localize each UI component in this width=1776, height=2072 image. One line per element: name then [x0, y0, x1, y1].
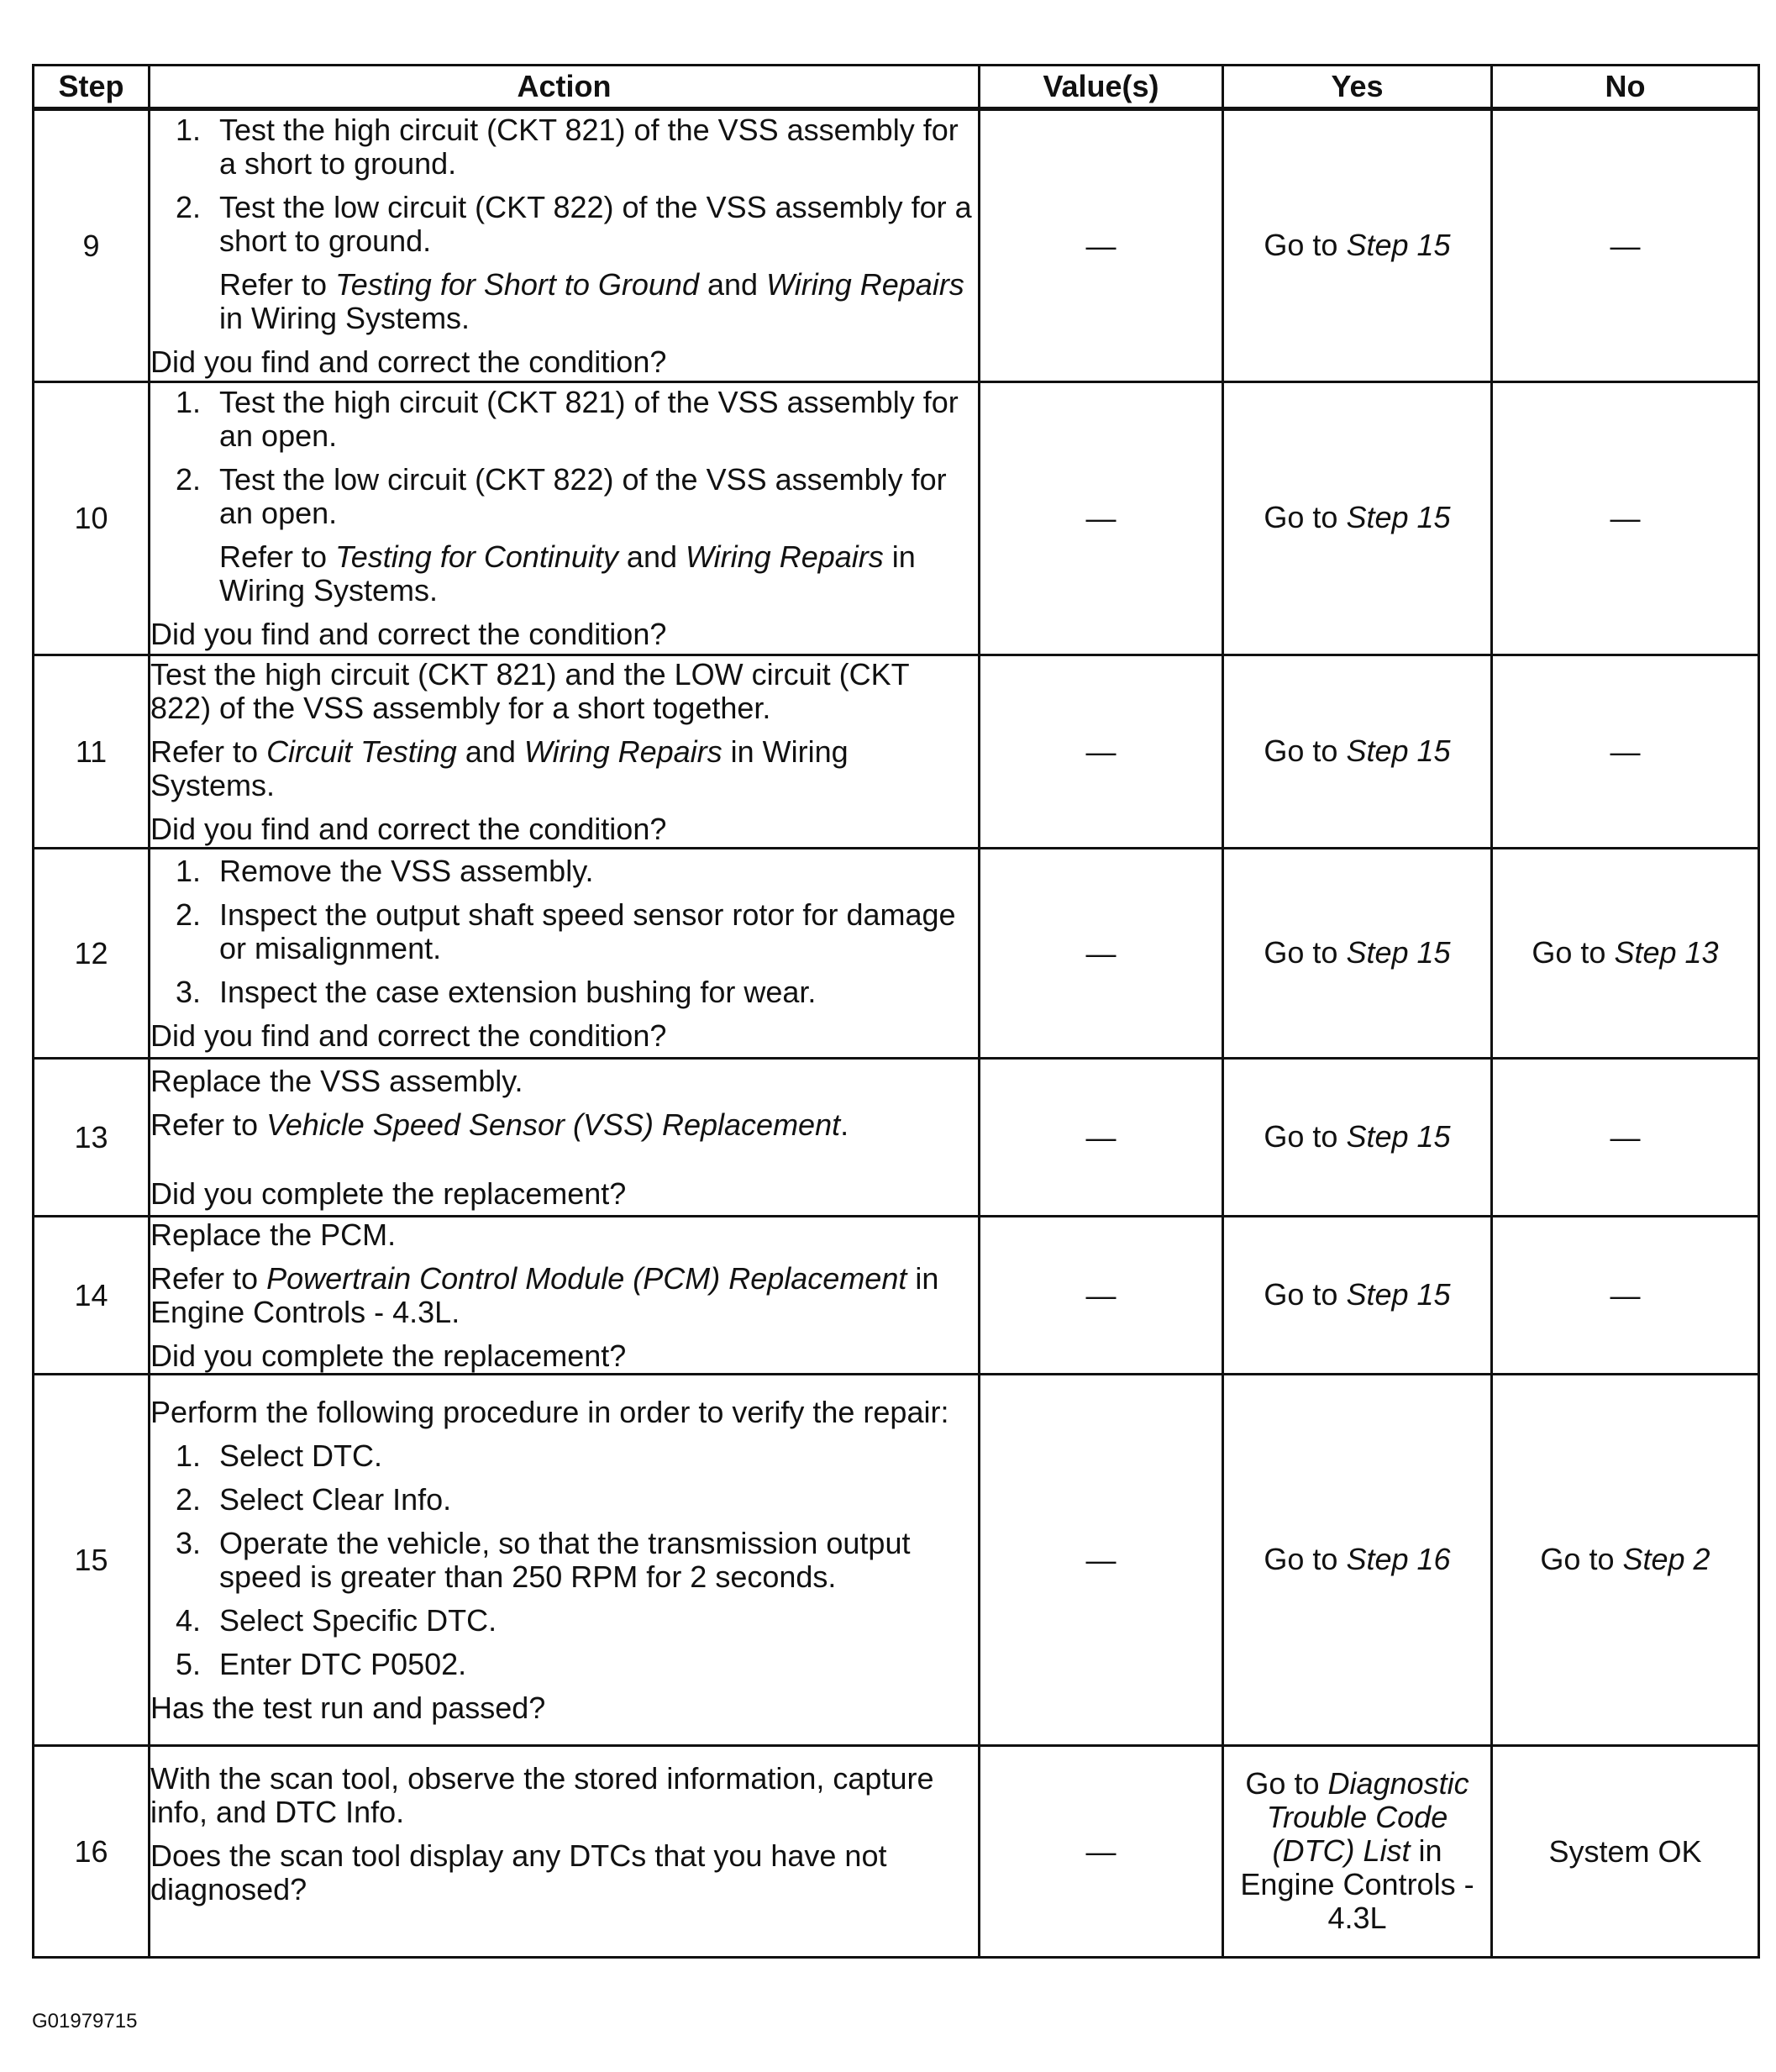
question-text — [150, 812, 978, 846]
no-cell — [1492, 1746, 1759, 1958]
text-run: Refer to — [219, 266, 336, 302]
list-number: 2. — [176, 189, 202, 224]
value-cell — [980, 382, 1223, 655]
text-run: Enter DTC P0502. — [219, 1646, 467, 1681]
text-run: in Wiring Systems. — [219, 539, 916, 607]
reference-link-text: Wiring Repairs — [523, 734, 722, 769]
goto-text — [1224, 1278, 1490, 1313]
paragraph — [150, 735, 978, 802]
goto-text — [1224, 501, 1490, 536]
text-run: Inspect the output shaft speed sensor rotor for damage or misalignment. — [219, 897, 956, 965]
text-run: Refer to — [219, 539, 336, 574]
dash: — — [1085, 1277, 1117, 1312]
paragraph — [150, 1218, 978, 1252]
text-run: Go to — [1264, 1118, 1347, 1154]
reference-link-text: Diagnostic Trouble Code (DTC) List — [1266, 1765, 1469, 1868]
question-text — [150, 345, 978, 379]
text-run: Inspect the case extension bushing for wear. — [219, 974, 817, 1009]
reference-note — [150, 540, 978, 607]
dash: — — [1085, 228, 1117, 263]
list-item — [150, 191, 978, 258]
list-number: 4. — [176, 1602, 202, 1638]
list-item — [150, 463, 978, 530]
action-cell — [150, 1375, 980, 1746]
value-cell — [980, 1375, 1223, 1746]
list-item — [150, 855, 978, 888]
header-values: Value(s) — [980, 66, 1223, 109]
step-number: 14 — [34, 1217, 150, 1375]
text-run: Go to — [1264, 500, 1347, 534]
text-run: Did you find and correct the condition? — [150, 344, 667, 379]
value-cell — [980, 849, 1223, 1059]
yes-cell — [1223, 1059, 1492, 1217]
table-header-row — [34, 66, 1759, 109]
paragraph — [150, 1762, 978, 1829]
goto-text — [1224, 734, 1490, 770]
text-run: Test the high circuit (CKT 821) and the LOW circuit (CKT 822) of the VSS assembly for a short together. — [150, 656, 910, 725]
reference-link-text: Step 15 — [1346, 227, 1451, 262]
yes-cell — [1223, 1375, 1492, 1746]
text-run: Select Specific DTC. — [219, 1602, 497, 1638]
text-run: Select DTC. — [219, 1438, 383, 1473]
text-run: Go to — [1245, 1765, 1328, 1801]
list-number: 3. — [176, 1525, 202, 1560]
text-run: Did you complete the replacement? — [150, 1338, 627, 1373]
text-run: Go to — [1264, 934, 1347, 970]
reference-link-text: Powertrain Control Module (PCM) Replacement — [266, 1260, 907, 1296]
action-cell — [150, 655, 980, 849]
action-cell — [150, 1217, 980, 1375]
table-row — [34, 1217, 1759, 1375]
value-cell — [980, 1059, 1223, 1217]
text-run: Test the low circuit (CKT 822) of the VSS assembly for a short to ground. — [219, 189, 972, 258]
list-number: 1. — [176, 853, 202, 888]
reference-link-text: Step 15 — [1346, 500, 1451, 534]
cell-text: System OK — [1548, 1833, 1702, 1869]
paragraph — [150, 1396, 978, 1429]
yes-cell — [1223, 109, 1492, 382]
reference-link-text: Step 15 — [1346, 1118, 1451, 1154]
dash: — — [1610, 228, 1641, 263]
table-row — [34, 1375, 1759, 1746]
yes-cell — [1223, 849, 1492, 1059]
text-run: in Engine Controls - 4.3L — [1240, 1833, 1474, 1935]
header-step: Step — [34, 66, 150, 109]
dash: — — [1085, 501, 1117, 535]
no-cell — [1492, 1217, 1759, 1375]
reference-link-text: Wiring Repairs — [766, 266, 964, 302]
step-number: 9 — [34, 109, 150, 382]
text-run: . — [840, 1107, 849, 1142]
goto-text — [1224, 1543, 1490, 1578]
goto-text — [1493, 1543, 1758, 1578]
action-cell — [150, 382, 980, 655]
table-row — [34, 1059, 1759, 1217]
text-run: Remove the VSS assembly. — [219, 853, 594, 888]
reference-link-text: Testing for Continuity — [335, 539, 618, 574]
text-run: Go to — [1264, 1541, 1347, 1576]
text-run: Test the low circuit (CKT 822) of the VSS assembly for an open. — [219, 462, 947, 530]
action-cell — [150, 1059, 980, 1217]
text-run: Go to — [1264, 1276, 1347, 1312]
text-run: Select Clear Info. — [219, 1481, 452, 1517]
yes-cell — [1223, 1746, 1492, 1958]
text-run: Operate the vehicle, so that the transmission output speed is greater than 250 RPM for 2 seconds. — [219, 1525, 911, 1594]
goto-text — [1224, 1120, 1490, 1155]
text-run: Did you find and correct the condition? — [150, 617, 667, 651]
reference-note — [150, 268, 978, 335]
value-cell — [980, 655, 1223, 849]
reference-link-text: Testing for Short to Ground — [335, 266, 699, 302]
goto-text — [1224, 1767, 1490, 1937]
list-item — [150, 1527, 978, 1594]
text-run: and — [617, 539, 686, 574]
list-number: 3. — [176, 974, 202, 1009]
list-number: 5. — [176, 1646, 202, 1681]
dash: — — [1085, 1119, 1117, 1154]
reference-link-text: Vehicle Speed Sensor (VSS) Replacement — [266, 1107, 841, 1142]
list-item — [150, 1604, 978, 1638]
step-number: 16 — [34, 1746, 150, 1958]
list-item — [150, 976, 978, 1009]
dash: — — [1610, 734, 1641, 769]
question-text — [150, 1019, 978, 1053]
reference-link-text: Step 2 — [1622, 1541, 1710, 1576]
text-run: Go to — [1532, 934, 1615, 970]
paragraph — [150, 1065, 978, 1098]
text-run: Refer to — [150, 1260, 267, 1296]
list-number: 1. — [176, 385, 202, 419]
text-run: Replace the PCM. — [150, 1217, 397, 1252]
dash: — — [1610, 1119, 1641, 1154]
question-text — [150, 618, 978, 651]
dash: — — [1085, 1542, 1117, 1577]
table-body — [34, 109, 1759, 1958]
no-cell — [1492, 849, 1759, 1059]
paragraph — [150, 1262, 978, 1329]
text-run: Test the high circuit (CKT 821) of the VSS assembly for an open. — [219, 385, 959, 453]
dash: — — [1085, 935, 1117, 970]
value-cell — [980, 1217, 1223, 1375]
text-run: Go to — [1540, 1541, 1623, 1576]
no-cell — [1492, 655, 1759, 849]
question-text — [150, 1691, 978, 1725]
paragraph — [150, 1108, 978, 1142]
list-number: 2. — [176, 1481, 202, 1517]
text-run: and — [698, 266, 767, 302]
question-text — [150, 1339, 978, 1373]
step-number: 10 — [34, 382, 150, 655]
text-run: Go to — [1264, 227, 1347, 262]
list-item — [150, 1439, 978, 1473]
reference-link-text: Step 15 — [1346, 733, 1451, 768]
list-item — [150, 386, 978, 453]
question-text — [150, 1177, 978, 1211]
no-cell — [1492, 382, 1759, 655]
list-number: 1. — [176, 1438, 202, 1473]
list-number: 2. — [176, 462, 202, 497]
table-row — [34, 1746, 1759, 1958]
text-run: in Wiring Systems. — [150, 734, 849, 802]
action-cell — [150, 109, 980, 382]
table-row — [34, 655, 1759, 849]
reference-link-text: Step 15 — [1346, 1276, 1451, 1312]
list-number: 2. — [176, 897, 202, 932]
text-run: With the scan tool, observe the stored information, capture info, and DTC Info. — [150, 1760, 934, 1829]
no-cell — [1492, 109, 1759, 382]
list-item — [150, 1483, 978, 1517]
dash: — — [1085, 1833, 1117, 1869]
goto-text — [1224, 936, 1490, 971]
figure-id: G01979715 — [32, 2010, 138, 2033]
list-item — [150, 113, 978, 181]
text-run: Did you complete the replacement? — [150, 1175, 627, 1211]
table-row — [34, 109, 1759, 382]
dash: — — [1610, 501, 1641, 535]
action-cell — [150, 1746, 980, 1958]
value-cell — [980, 1746, 1223, 1958]
table-row — [34, 849, 1759, 1059]
goto-text — [1224, 229, 1490, 264]
text-run: Perform the following procedure in order to verify the repair: — [150, 1394, 949, 1429]
text-run: Did you find and correct the condition? — [150, 811, 667, 846]
action-cell — [150, 849, 980, 1059]
paragraph — [150, 1839, 978, 1906]
text-run: Has the test run and passed? — [150, 1690, 546, 1725]
table-row — [34, 382, 1759, 655]
list-number: 1. — [176, 112, 202, 147]
reference-link-text: Circuit Testing — [266, 734, 457, 769]
goto-text — [1493, 936, 1758, 971]
spacer — [150, 1152, 978, 1177]
reference-link-text: Wiring Repairs — [686, 539, 884, 574]
text-run: Refer to — [150, 1107, 267, 1142]
text-run: in Wiring Systems. — [219, 300, 470, 335]
header-action: Action — [150, 66, 980, 109]
step-number: 13 — [34, 1059, 150, 1217]
header-yes: Yes — [1223, 66, 1492, 109]
text-run: Test the high circuit (CKT 821) of the VSS assembly for a short to ground. — [219, 112, 959, 181]
step-number: 12 — [34, 849, 150, 1059]
header-no: No — [1492, 66, 1759, 109]
text-run: Does the scan tool display any DTCs that you have not diagnosed? — [150, 1838, 887, 1906]
list-item — [150, 898, 978, 965]
text-run: Replace the VSS assembly. — [150, 1063, 523, 1098]
dash: — — [1085, 734, 1117, 769]
step-number: 15 — [34, 1375, 150, 1746]
dash: — — [1610, 1277, 1641, 1312]
reference-link-text: Step 16 — [1346, 1541, 1451, 1576]
text-run: and — [456, 734, 524, 769]
text-run: in Engine Controls - 4.3L. — [150, 1260, 939, 1329]
spacer — [150, 1917, 978, 1942]
paragraph — [150, 658, 978, 725]
no-cell — [1492, 1375, 1759, 1746]
yes-cell — [1223, 1217, 1492, 1375]
text-run: Refer to — [150, 734, 267, 769]
no-cell — [1492, 1059, 1759, 1217]
yes-cell — [1223, 655, 1492, 849]
list-item — [150, 1648, 978, 1681]
reference-link-text: Step 15 — [1346, 934, 1451, 970]
text-run: Did you find and correct the condition? — [150, 1018, 667, 1053]
yes-cell — [1223, 382, 1492, 655]
diagnostic-table — [32, 64, 1760, 1959]
reference-link-text: Step 13 — [1614, 934, 1719, 970]
text-run: Go to — [1264, 733, 1347, 768]
value-cell — [980, 109, 1223, 382]
step-number: 11 — [34, 655, 150, 849]
